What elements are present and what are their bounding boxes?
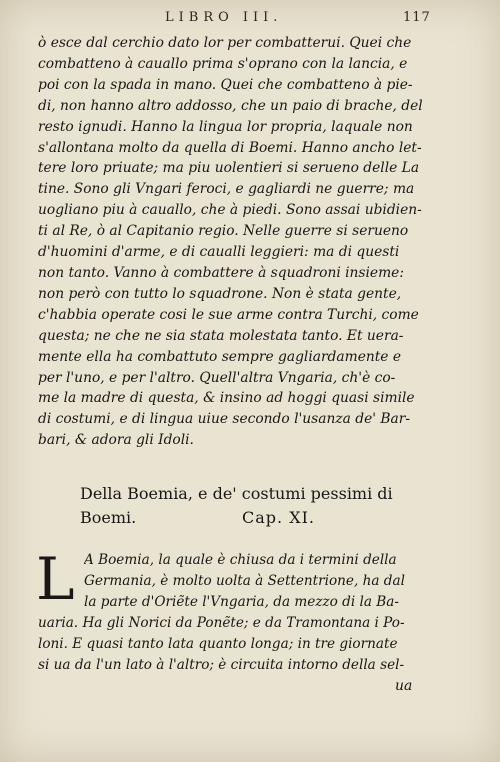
text-line: ti al Re, ò al Capitanio regio. Nelle guerre si serueno [38, 223, 409, 240]
running-head-title: LIBRO III. [165, 10, 283, 25]
text-line: resto ignudi. Hanno la lingua lor propria, laquale non [38, 118, 413, 135]
text-line: uogliano piu à cauallo, che à piedi. Sono assai ubidien- [38, 202, 422, 219]
text-line: uaria. Ha gli Norici da Ponẽte; e da Tramontana i Po- [38, 614, 405, 631]
text-line: c'habbia operate cosi le sue arme contra Turchi, come [38, 306, 419, 323]
text-line: ò esce dal cerchio dato lor per combatterui. Quei che [38, 35, 412, 51]
text-line: combatteno à cauallo prima s'oprano con la lancia, e [38, 55, 408, 72]
chapter-number: Cap. XI. [242, 508, 315, 527]
drop-cap: L [36, 545, 75, 613]
text-line: poi con la spada in mano. Quei che combatteno à pie- [38, 76, 413, 93]
text-line: di costumi, e di lingua uiue secondo l'usanza de' Bar- [38, 411, 411, 428]
text-line: Germania, è molto uolta à Settentrione, ha dal [84, 572, 405, 589]
text-line: mente ella ha combattuto sempre gagliardamente e [38, 348, 402, 365]
text-line: di, non hanno altro addosso, che un paio di brache, del [38, 97, 423, 114]
chapter-heading-line-2: Boemi. [80, 508, 137, 527]
text-line: questa; ne che ne sia stata molestata tanto. Et uera- [38, 327, 404, 344]
text-line: per l'uno, e per l'altro. Quell'altra Vngaria, ch'è co- [38, 369, 396, 386]
text-line: tere loro priuate; ma piu uolentieri si serueno delle La [38, 160, 420, 177]
text-line: tine. Sono gli Vngari feroci, e gagliardi ne guerre; ma [38, 181, 415, 198]
page-number: 117 [403, 10, 431, 25]
section-2-text [38, 550, 454, 675]
catchword: ua [395, 678, 413, 694]
text-line: s'allontana molto da quella di Boemi. Hanno ancho let- [38, 139, 422, 156]
text-line: A Boemia, la quale è chiusa da i termini della [84, 552, 397, 568]
chapter-heading-line-1: Della Boemia, e de' costumi pessimi di [80, 484, 393, 503]
text-line: la parte d'Oriẽte l'Vngaria, da mezzo di la Ba- [84, 593, 399, 610]
text-line: loni. E quasi tanto lata quanto longa; in tre giornate [38, 635, 398, 652]
text-line: non però con tutto lo squadrone. Non è stata gente, [38, 285, 402, 302]
text-line: bari, & adora gli Idoli. [38, 432, 194, 449]
chapter-heading [80, 482, 440, 530]
text-line: me la madre di questa, & insino ad hoggi quasi simile [38, 390, 415, 407]
text-line: non tanto. Vanno à combattere à squadroni insieme: [38, 264, 404, 281]
text-line: si ua da l'un lato à l'altro; è circuita intorno della sel- [38, 656, 405, 673]
section-1-text [38, 33, 438, 451]
text-line: d'huomini d'arme, e di caualli leggieri: ma di questi [38, 244, 400, 261]
